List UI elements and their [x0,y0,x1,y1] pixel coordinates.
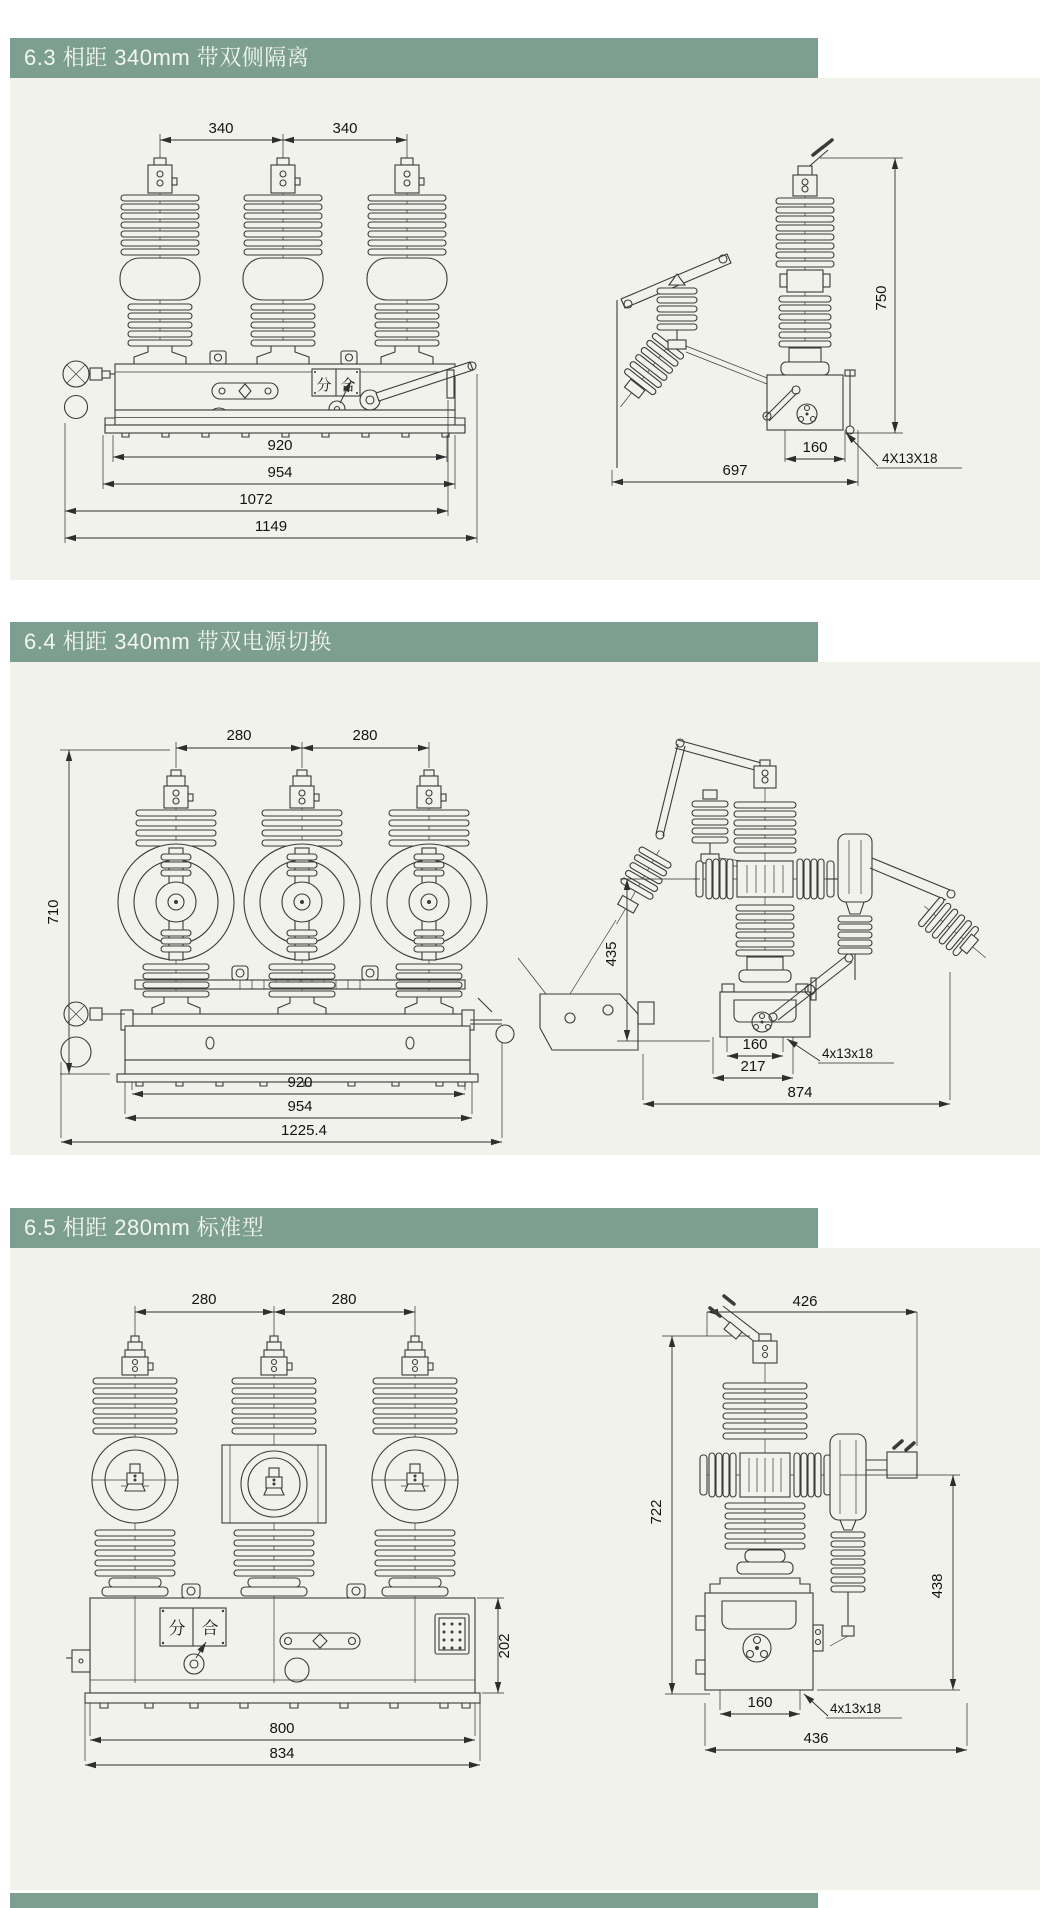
dim-label: 697 [722,462,748,479]
dim-label: 280 [352,727,378,744]
dim-label: 834 [269,1745,295,1762]
section-6-4-figure-panel [10,662,1040,1155]
dim-phase-spacing [135,1291,415,1336]
side-base-box [763,370,855,434]
ct-ring [92,1437,178,1523]
dim-label: 920 [267,437,293,454]
plate-close-label: 合 [201,1619,219,1638]
gearbox [518,958,654,1050]
middle-ct-box [222,1445,326,1523]
side-view-6-5 [648,1293,967,1750]
dim-label: 438 [929,1573,946,1599]
dim-label: 280 [331,1291,357,1308]
front-view-6-3 [63,120,477,543]
base-frame [66,1584,480,1708]
insulator-column [244,770,360,1014]
dim-label: 1072 [239,491,273,508]
front-view-6-4 [45,727,514,1142]
dim-label: 800 [269,1720,295,1737]
mid-support-insulator [657,274,767,384]
dim-label: 160 [802,439,828,456]
section-6-3-figure-panel [10,78,1040,580]
dim-side-base [705,1690,967,1750]
dim-label: 280 [226,727,252,744]
ct-ring [372,1437,458,1523]
next-section-header-partial [10,1893,818,1908]
figure-6-4 [10,662,1040,1155]
section-6-5-header: 6.5 相距 280mm 标准型 [10,1208,818,1248]
dim-label: 202 [496,1633,513,1659]
main-pole-insulator [700,1296,840,1574]
dim-label: 920 [287,1074,313,1091]
pole-bracket [826,834,872,980]
dim-label: 954 [267,464,293,481]
mount-hole-note: 4X13X18 [882,451,938,466]
insulator-column [243,158,323,364]
insulator-column [118,770,234,1014]
dim-phase-spacing [176,727,429,768]
plate-open-label: 分 [168,1619,186,1638]
front-view-6-5 [66,1291,513,1765]
tilted-right-insulator [913,892,997,971]
side-base-box [696,1578,823,1690]
dim-label: 340 [208,120,234,137]
dim-label: 160 [747,1694,773,1711]
base-frame [63,351,476,437]
manual-operation-rings [61,1002,125,1067]
figure-6-3 [10,78,1040,580]
dim-side-base [612,430,962,486]
plate-close-label: 合 [340,377,356,394]
dim-label: 426 [792,1293,818,1310]
section-6-4-header: 6.4 相距 340mm 带双电源切换 [10,622,818,662]
section-6-5-figure-panel [10,1248,1040,1890]
pole-bracket [830,1434,917,1646]
mount-hole-note: 4x13x18 [822,1046,874,1061]
figure-6-5 [10,1248,1040,1890]
control-connector [435,1614,469,1654]
manual-operation-rings [63,361,115,419]
section-6-3-header: 6.3 相距 340mm 带双侧隔离 [10,38,818,78]
plate-open-label: 分 [316,377,332,394]
dim-label: 340 [332,120,358,137]
tilted-isolator-insulator [601,841,675,933]
dim-phase-spacing [160,120,407,158]
dim-base-widths [85,1703,480,1765]
insulator-column [371,770,487,1014]
side-view-6-4 [518,739,997,1104]
mount-hole-note: 4x13x18 [830,1701,882,1716]
dim-label: 722 [648,1499,665,1525]
dim-label: 1149 [254,518,288,535]
side-base-box [720,954,853,1037]
dim-label: 710 [45,899,62,925]
dim-label: 874 [787,1084,813,1101]
dim-label: 750 [873,285,890,311]
dim-label: 1225.4 [281,1122,327,1139]
side-view-6-3 [606,140,962,486]
dim-base-height [477,1598,513,1693]
right-arm [870,858,955,900]
insulator-column [120,158,200,364]
dim-label: 217 [740,1058,766,1075]
main-pole-insulator [776,140,834,375]
dim-label: 436 [803,1730,829,1747]
side-hook [470,998,514,1043]
dim-label: 160 [742,1036,768,1053]
dim-label: 435 [603,941,620,967]
insulator-column [367,158,447,364]
dim-label: 954 [287,1098,313,1115]
dim-label: 280 [191,1291,217,1308]
